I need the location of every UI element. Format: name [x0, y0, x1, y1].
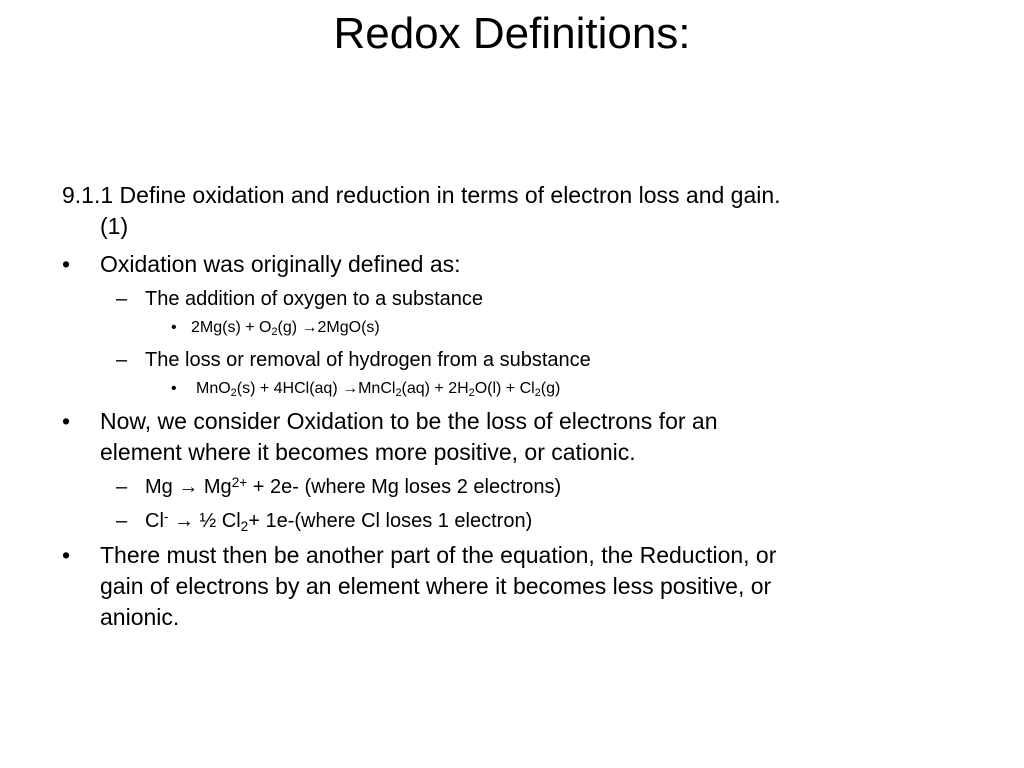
bullet-marker: •: [62, 251, 71, 277]
bullet-marker: •: [62, 408, 71, 434]
equation-part: ½ Cl: [193, 510, 241, 532]
bullet-marker: •: [171, 319, 177, 336]
equation-manganese-dioxide: [0, 378, 1024, 400]
objective-statement: [0, 180, 1024, 242]
reaction-arrow-icon: →: [173, 510, 194, 532]
bullet-reduction: [0, 540, 1024, 633]
equation-text: [0, 317, 1024, 339]
equation-part: (g): [277, 319, 302, 336]
superscript: 2+: [231, 474, 248, 490]
equation-part: O(l) + Cl: [474, 380, 535, 397]
bullet-text-line-2: gain of electrons by an element where it becomes less positive, or: [100, 573, 772, 599]
dash-marker: –: [116, 349, 128, 371]
equation-part: (s) + 4HCl(aq): [236, 380, 343, 397]
bullet-text-line-2: element where it becomes more positive, or cationic.: [100, 439, 636, 465]
reaction-arrow-icon: →: [342, 380, 359, 397]
bullet-oxidation-original: [0, 249, 1024, 280]
equation-part: 2MgO(s): [317, 319, 380, 336]
sub-bullet-oxygen-addition: [0, 285, 1024, 313]
slide-body: [0, 180, 1024, 633]
dash-marker: –: [116, 476, 128, 498]
half-equation-text: [0, 473, 1024, 501]
sub-bullet-magnesium-oxidation: [0, 473, 1024, 501]
subscript: 2: [240, 518, 249, 534]
sub-bullet-text: The addition of oxygen to a substance: [145, 288, 484, 310]
equation-part: 2Mg(s) + O: [191, 319, 272, 336]
reaction-arrow-icon: →: [178, 476, 199, 498]
bullet-marker: •: [62, 542, 71, 568]
bullet-text-line-3: anionic.: [100, 604, 180, 630]
sub-bullet-chloride-oxidation: [0, 507, 1024, 535]
superscript: -: [163, 508, 169, 524]
equation-part: + 2e- (where Mg loses 2 electrons): [247, 476, 562, 498]
subscript: 2: [230, 387, 237, 400]
equation-part: (g): [540, 380, 561, 397]
subscript: 2: [468, 387, 475, 400]
subscript: 2: [534, 387, 541, 400]
objective-line-1: 9.1.1 Define oxidation and reduction in terms of electron loss and gain.: [62, 182, 781, 208]
equation-magnesium-oxide: [0, 317, 1024, 339]
objective-line-2: (1): [100, 213, 129, 239]
sub-bullet-hydrogen-removal: [0, 346, 1024, 374]
dash-marker: –: [116, 510, 128, 532]
subscript: 2: [271, 326, 278, 339]
equation-part: (aq) + 2H: [401, 380, 469, 397]
equation-part: MnCl: [358, 380, 396, 397]
bullet-oxidation-modern: [0, 406, 1024, 468]
slide-title: Redox Definitions:: [333, 9, 691, 58]
half-equation-text: [0, 507, 1024, 535]
bullet-text-line-1: There must then be another part of the equation, the Reduction, or: [100, 542, 777, 568]
bullet-text: Oxidation was originally defined as:: [100, 251, 461, 277]
equation-part: MnO: [196, 380, 231, 397]
bullet-marker: •: [171, 380, 177, 397]
sub-bullet-text: The loss or removal of hydrogen from a substance: [145, 349, 591, 371]
equation-part: Cl: [145, 510, 164, 532]
equation-text: [0, 378, 1024, 400]
equation-part: + 1e-(where Cl loses 1 electron): [248, 510, 533, 532]
bullet-text-line-1: Now, we consider Oxidation to be the loss of electrons for an: [100, 408, 718, 434]
reaction-arrow-icon: →: [301, 319, 318, 336]
dash-marker: –: [116, 288, 128, 310]
equation-part: Mg: [145, 476, 179, 498]
equation-part: Mg: [198, 476, 232, 498]
subscript: 2: [395, 387, 402, 400]
